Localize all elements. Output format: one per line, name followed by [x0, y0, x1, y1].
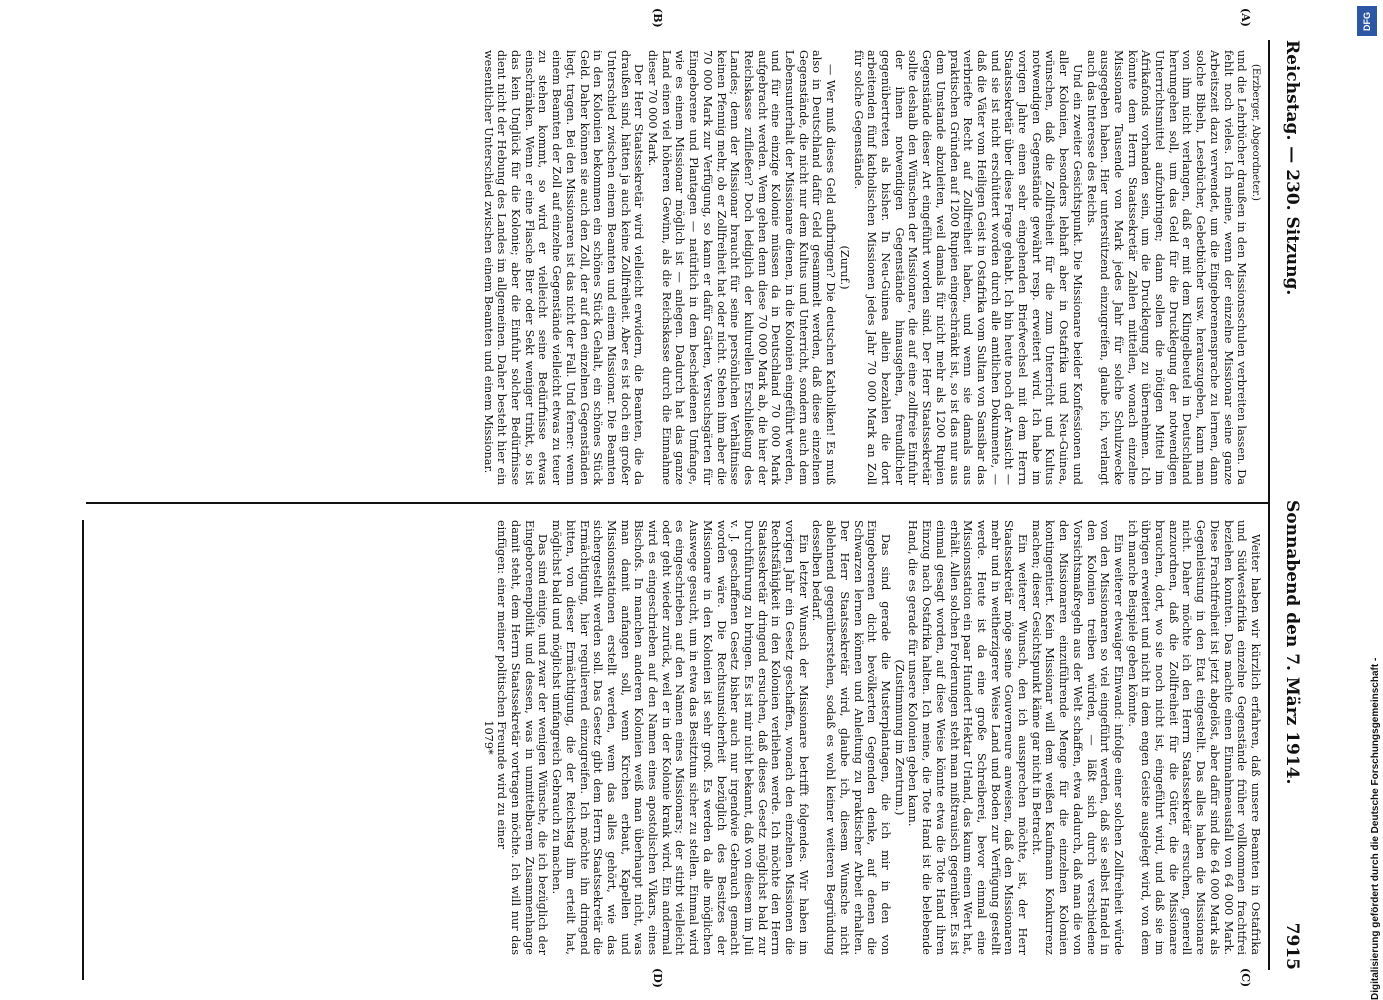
right-column: [481, 520, 1262, 955]
paragraph: Der Herr Staatssekretär wird vielleicht erwidern, die Beamten, die da draußen sind, hätten ja auch keine Zollfreiheit. Aber es ist doch ein großer Unterschied zwischen einem Beamten und einem Missionar. Die Beamten in den Kolonien bekommen ein schönes Stück Gehalt, ein schönes Stück Geld. Daher können sie auch den Zoll, der auf den einzelnen Gegenständen liegt, tragen. Bei den Missionaren ist das nicht der Fall. Und ferner: wenn einem Beamten der Zoll auf einzelne Gegenstände vielleicht etwas zu teuer zu stehen kommt, so wird er vielleicht seine Bedürfnisse etwas einschränken. Wenn er eine Flasche Bier oder Sekt weniger trinkt, so ist das kein Unglück für die Kolonie; aber die Einfuhr solcher Bedürfnisse dient nicht der Hebung des Landes im allgemeinen. Daher besteht hier ein wesentlicher Unterschied zwischen einem Beamten und einem Missionar.: [481, 50, 646, 485]
margin-mark-a: (A): [1239, 8, 1252, 27]
paragraph: Ein weiterer Wunsch, den ich aussprechen möchte, ist, der Herr Staatssekretär möge seine Gouverneure anweisen, daß den Missionaren mehr und in weitherzigerer Weise Land und Boden zur Verfügung gestellt werde. Heute ist da eine große Schreiberei, bevor einmal eine Missionsstation ein paar Hundert Hektar Urland, das kaum einen Wert hat, erhält. Allen solchen Forderungen steht man mißtrauisch gegenüber. Es ist einmal gesagt worden, auf diese Weise könnte etwa die Tote Hand ihren Einzug nach Ostafrika halten. Ich meine, die Tote Hand ist die belebende Hand, die es gerade für unsere Kolonien geben kann.: [906, 520, 1030, 955]
end-rule: [82, 520, 84, 980]
page-header: [1272, 40, 1302, 970]
margin-mark-c: (C): [1239, 968, 1252, 988]
paragraph: Ein weiterer etwaiger Einwand: infolge einer solchen Zollfreiheit würde von den Missionaren so viel eingeführt werden, daß sie selbst Handel in den Kolonien treiben würden, — läßt sich durch verschiedene Vorsichtsmaßregeln aus der Welt schaffen, etwa dadurch, daß man die von den Missionaren einzuführende Menge für die einzelnen Kolonien kontingentiert. Kein Missionar will dem weißen Kaufmann Konkurrenz machen; dieser Gesichtspunkt käme gar nicht in Betracht.: [1029, 520, 1125, 955]
header-chamber-session: Reichstag. — 230. Sitzung.: [1282, 40, 1302, 296]
dfg-logo-text: DFG: [1362, 12, 1372, 31]
dfg-logo: [1357, 6, 1377, 36]
paragraph: — Wer muß dieses Geld aufbringen? Die deutschen Katholiken! Es muß also in Deutschland dafür Geld gesammelt werden, daß diese einzelnen Gegenstände, die nicht nur dem Kultus und Unterricht, sondern auch dem Lebensunterhalt der Missionare dienen, in die Kolonien eingeführt werden, und für eine einzige Kolonie müssen da in Deutschland 70 000 Mark aufgebracht werden. Wem gehen denn diese 70 000 Mark ab, die hier der Reichskasse zufließen? Doch lediglich der kulturellen Erschließung des Landes; denn der Missionar braucht für seine persönlichen Verhältnisse keinen Pfennig mehr, ob er Zollfreiheit hat oder nicht. Stehen ihm aber die 70 000 Mark zur Verfügung, so kann er dafür Gärten, Versuchsgärten für Eingeborene und Plantagen — natürlich in dem bescheidenen Umfange, wie es einem Missionar möglich ist — anlegen. Dadurch hat das ganze Land einen viel höheren Gewinn, als die Reichskasse durch die Einnahme dieser 70 000 Mark.: [646, 50, 838, 485]
column-divider: [86, 502, 1268, 504]
left-column: [481, 50, 1262, 485]
paragraph: Ein letzter Wunsch der Missionare betrifft folgendes. Wir haben im vorigen Jahr ein Gesetz geschaffen, wonach den einzelnen Missionen die Rechtsfähigkeit in den Kolonien verliehen werde. Ich möchte den Herrn Staatssekretär dringend ersuchen, daß dieses Gesetz möglichst bald zur Durchführung zu bringen. Es ist mir nicht bekannt, daß von diesem im Juli v. J. geschaffenen Gesetz bisher auch nur irgendwie Gebrauch gemacht worden wäre. Die Rechtsunsicherheit bezüglich des Besitzes der Missionare in den Kolonien ist sehr groß. Es werden da alle möglichen Auswege gesucht, um in etwa das Besitztum sicher zu stellen. Einmal wird es eingeschrieben auf den Namen eines Missionars; der stirbt vielleicht oder geht wieder zurück, weil er in der Kolonie krank wird. Ein andermal wird es eingeschrieben auf den Namen eines apostolischen Vikars, eines Bischofs. In manchen anderen Kolonien weiß man überhaupt nicht, was man damit anfangen soll, wenn Kirchen erbaut, Kapellen und Missionsstationen erstellt werden, wem das alles gehört, wie das sichergestellt werden soll. Das Gesetz gibt dem Herrn Staatssekretär die Ermächtigung, hier regulierend einzugreifen. Ich möchte ihn dringend bitten, von dieser Ermächtigung, die der Reichstag ihm erteilt hat, möglichst bald und möglichst umfangreich Gebrauch zu machen.: [550, 520, 810, 955]
paragraph: Weiter haben wir kürzlich erfahren, daß unsere Beamten in Ostafrika und Südwestafrika einzelne Gegenstände früher vollkommen frachtfrei beziehen konnten. Das machte einen Einnahmeausfall von 64 000 Mark. Diese Frachtfreiheit ist jetzt abgelöst, aber dafür sind die 64 000 Mark als Gegenleistung in den Etat eingestellt. Das alles haben die Missionare nicht. Daher möchte ich den Herrn Staatssekretär ersuchen, generell anzuordnen, daß die Zollfreiheit für die Güter, die die Missionare brauchen, dort, wo sie noch nicht ist, eingeführt wird, und daß sie im übrigen erweitert und nicht in dem engen Geiste ausgelegt wird, von dem ich manche Beispiele geben könnte.: [1125, 520, 1262, 955]
digitization-note: Digitalisierung gefördert durch die Deutsche Forschungsgemeinschaft -: [1370, 657, 1381, 1000]
applause-note: (Zustimmung im Zentrum.): [892, 659, 906, 816]
interjection: (Zuruf.): [837, 245, 851, 290]
paragraph: Das sind einige, und zwar der wenigen Wünsche, die ich bezüglich der Eingeborenenpolitik und dessen, was in unmittelbarem Zusammenhange damit steht, dem Herrn Staatssekretär vortragen möchte. Ich will nur das einfügen: einer meiner politischen Freunde wird zu einer: [495, 520, 550, 955]
document-page: [10, 0, 1310, 1000]
speaker-label: (Erzberger, Abgeordneter.): [1250, 64, 1261, 201]
margin-mark-b: (B): [651, 8, 664, 28]
margin-mark-d: (D): [651, 968, 664, 988]
paragraph: und die Lehrbücher draußen in den Missionsschulen verbreiten lassen. Da fehlt noch vieles. Ich meine, wenn der einzelne Missionar seine ganze Arbeitszeit dazu verwendet, um die Eingeborenensprache zu lernen, dann solche Bibeln, Lesebücher, Gebetbücher usw. herauszugeben, kann man von ihm nicht verlangen, daß er mit dem Klingelbeutel in Deutschland herumgehen soll, um das Geld für die Drucklegung der notwendigen Unterrichtsmittel aufzubringen; dann sollen die nötigen Mittel im Afrikafonds vorhanden sein, um die Drucklegung zu übernehmen. Ich könnte dem Herrn Staatssekretär Zahlen mitteilen, wonach einzelne Missionare Tausende von Mark jedes Jahr für solche Schulzwecke ausgegeben haben. Hier unterstützend einzugreifen, glaube ich, verlangt auch das Interesse des Reichs.: [1084, 50, 1249, 485]
page-reference: 1079*: [481, 720, 495, 755]
page-number: 7915: [1282, 922, 1302, 970]
paragraph: Das sind gerade die Musterplantagen, die ich mir in den von Eingeborenen dicht bevölkerten Gegenden denke, auf denen die Schwarzen lernen können und Anleitung zu praktischer Arbeit erhalten. Der Herr Staatssekretär wird, glaube ich, diesem Wunsche nicht ablehnend gegenüberstehen, sodaß es wohl keiner weiteren Begründung desselben bedarf.: [810, 520, 893, 955]
paragraph: Und ein zweiter Gesichtspunkt. Die Missionare beider Konfessionen und aller Kolonien, besonders lebhaft aber in Ostafrika und Neu-Guinea, wünschen, daß die Zollfreiheit für die zum Unterricht und Kultus notwendigen Gegenstände gewährt resp. erweitert wird. Ich habe im vorigen Jahre einen sehr eingehenden Briefwechsel mit dem Herrn Staatssekretär über diese Frage gehabt. Ich bin heute noch der Ansicht — und sie ist nicht erschüttert worden durch alle amtlichen Dokumente, — daß die Väter vom Heiligen Geist in Ostafrika vom Sultan von Sansibar das verbriefte Recht auf Zollfreiheit haben, und wenn sie damals aus praktischen Gründen auf 1200 Rupien eingeschränkt ist, so ist das nur aus dem Umstande abzuleiten, weil damals für nicht mehr als 1200 Rupien Gegenstände dieser Art eingeführt worden sind. Der Herr Staatssekretär sollte deshalb den Wünschen der Missionare, die auf eine zollfreie Einfuhr der ihnen notwendigen Gegenstände hinausgehen, freundlicher gegenübertreten als bisher. In Neu-Guinea allein bezahlen die dort arbeitenden fünf katholischen Missionen jedes Jahr 70 000 Mark an Zoll für solche Gegenstände.: [851, 50, 1084, 485]
header-date: Sonnabend den 7. März 1914.: [1282, 500, 1302, 785]
header-rule: [1268, 40, 1270, 970]
